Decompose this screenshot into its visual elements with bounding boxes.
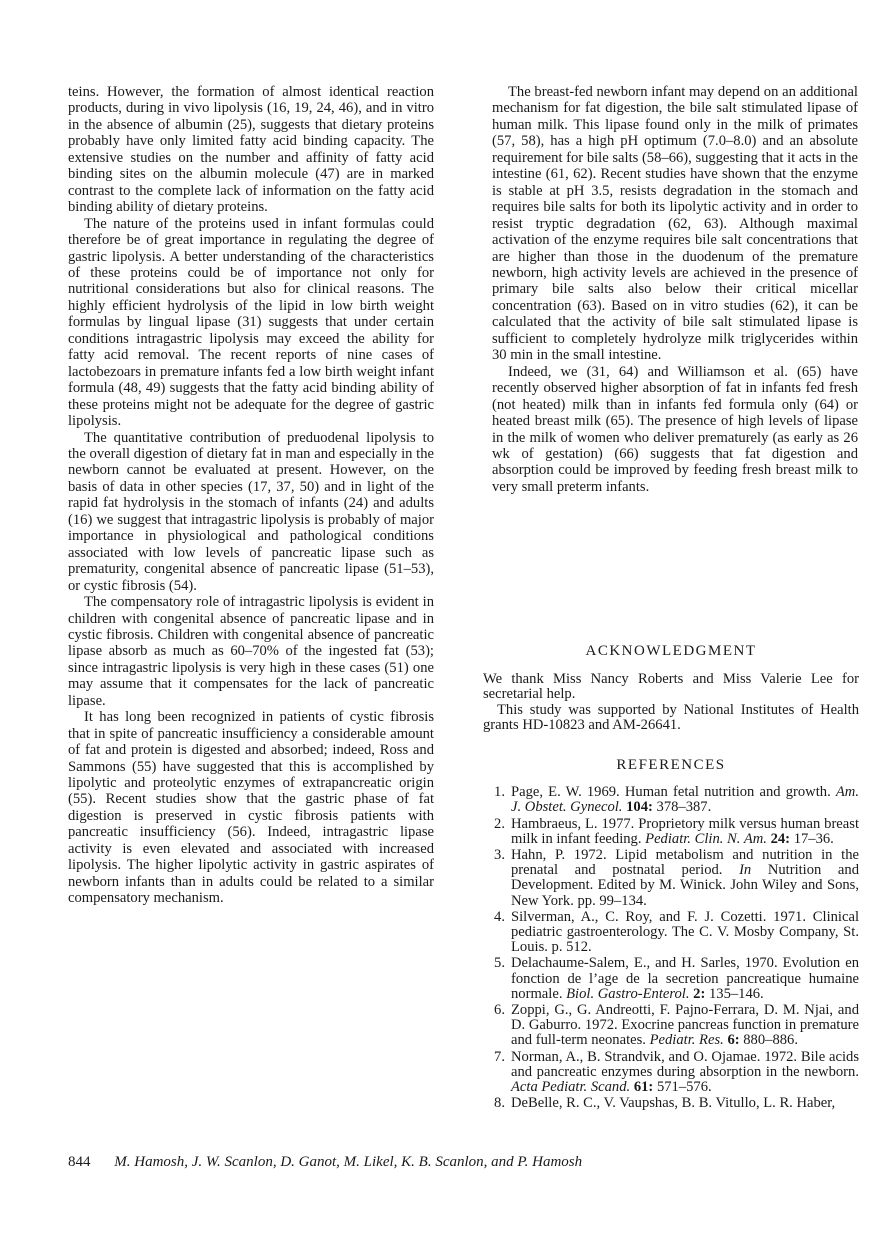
reference-segment: Hambraeus, L. 1977. Proprietory milk versus human breast milk in infant feeding. bbox=[511, 815, 859, 847]
reference-segment: Pediatr. Clin. N. Am. bbox=[645, 830, 767, 847]
reference-segment: 880–886. bbox=[739, 1032, 798, 1049]
page-footer bbox=[68, 1154, 868, 1171]
reference-segment: Pediatr. Res. bbox=[649, 1032, 724, 1049]
reference-text bbox=[511, 956, 859, 1002]
reference-segment: In bbox=[739, 862, 752, 879]
body-paragraph: The compensatory role of intragastric lipolysis is evident in children with congenital absence of pancreatic lipase and in cystic fibrosis. Children with congenital absence of pancreatic lipase absorb as much as 60–70% of the ingested fat (53); since intragastric lipolysis is very high in these cases (51) one may assume that it compensates for the lack of pancreatic lipase. bbox=[68, 594, 434, 709]
reference-segment: 2: bbox=[693, 985, 706, 1002]
reference-item bbox=[483, 910, 859, 956]
running-authors: M. Hamosh, J. W. Scanlon, D. Ganot, M. Likel, K. B. Scanlon, and P. Hamosh bbox=[114, 1154, 583, 1170]
reference-item bbox=[483, 1096, 859, 1111]
funding-text: This study was supported by National Institutes of Health grants HD-10823 and AM-26641. bbox=[483, 701, 859, 733]
reference-item bbox=[483, 1050, 859, 1096]
reference-text bbox=[511, 1003, 859, 1049]
reference-item bbox=[483, 956, 859, 1002]
reference-number: 7. bbox=[494, 1048, 505, 1065]
reference-segment: Am. J. Obstet. Gynecol. bbox=[511, 784, 859, 816]
body-paragraph: The nature of the proteins used in infant formulas could therefore be of great importance in regulating the degree of gastric lipolysis. A better understanding of the characteristics of these proteins could be of importance not only for nutritional considerations but also for clinical reasons. The highly efficient hydrolysis of the lipid in low birth weight formulas by lingual lipase (31) suggests that under certain conditions intragastric lipolysis may exceed the ability for fatty acid removal. The recent reports of nine cases of lactobezoars in premature infants fed a low birth weight infant formula (48, 49) suggests that the fatty acid binding ability of these proteins might not be adequate for the degree of gastric lipolysis. bbox=[68, 215, 434, 430]
reference-segment: 378–387. bbox=[652, 799, 712, 816]
reference-text bbox=[511, 910, 859, 956]
reference-text bbox=[511, 1096, 859, 1111]
reference-segment: Delachaume-Salem, E., and H. Sarles, 1970. Evolution en fonction de l’age de la secretion pancreatique humaine normale. bbox=[511, 955, 859, 1002]
body-paragraph: The quantitative contribution of preduodenal lipolysis to the overall digestion of dietary fat in man and especially in the newborn cannot be evaluated at present. However, on the basis of data in other species (17, 37, 50) and in light of the rapid fat hydrolysis in the stomach of infants (24) and adults (16) we suggest that intragastric lipolysis is probably of major importance in physiological and pathological conditions associated with low levels of pancreatic lipase such as prematurity, congenital absence of pancreatic lipase (51–53), or cystic fibrosis (54). bbox=[68, 429, 434, 594]
reference-text bbox=[511, 1050, 859, 1096]
reference-number: 8. bbox=[494, 1095, 505, 1112]
reference-segment: Page, E. W. 1969. Human fetal nutrition and growth. bbox=[511, 784, 836, 801]
reference-segment: Hahn, P. 1972. Lipid metabolism and nutrition in the prenatal and postnatal period. bbox=[511, 847, 859, 879]
reference-segment: 61: bbox=[633, 1079, 654, 1096]
reference-text bbox=[511, 785, 859, 815]
reference-segment: Acta Pediatr. Scand. bbox=[511, 1079, 631, 1096]
left-text-column bbox=[68, 84, 434, 907]
acknowledgment-heading: ACKNOWLEDGMENT bbox=[585, 643, 757, 659]
reference-item bbox=[483, 1003, 859, 1049]
body-paragraph: Indeed, we (31, 64) and Williamson et al. (65) have recently observed higher absorption of fat in infants fed fresh (not heated) milk than in infants fed formula only (64) or heated breast milk (65). The presence of high levels of lipase in the milk of women who deliver prematurely (as early as 26 wk of gestation) (66) suggests that fat digestion and absorption could be improved by feeding fresh breast milk to very small preterm infants. bbox=[492, 363, 858, 495]
page-number: 844 bbox=[68, 1154, 91, 1170]
reference-item bbox=[483, 848, 859, 909]
reference-number: 6. bbox=[494, 1002, 505, 1019]
reference-number: 1. bbox=[494, 784, 505, 801]
references-heading: REFERENCES bbox=[616, 757, 726, 773]
body-paragraph: teins. However, the formation of almost identical reaction products, during in vivo lipolysis (16, 19, 24, 46), and in vitro in the absence of albumin (25), suggests that dietary proteins probably have only limited fatty acid binding capacity. The extensive studies on the number and affinity of fatty acid binding sites on the albumin molecule (47) are in marked contrast to the complete lack of information on the fatty acid binding ability of dietary proteins. bbox=[68, 84, 434, 216]
acknowledgment-section bbox=[483, 644, 859, 734]
reference-segment: Zoppi, G., G. Andreotti, F. Pajno-Ferrara, D. M. Njai, and D. Gaburro. 1972. Exocrine pancreas function in premature and full-term neonates. bbox=[511, 1002, 859, 1049]
reference-segment: 17–36. bbox=[790, 830, 834, 847]
reference-segment: Nutrition and Development. Edited by M. Winick. John Wiley and Sons, New York. pp. 99–134. bbox=[511, 862, 859, 909]
reference-segment: Norman, A., B. Strandvik, and O. Ojamae. 1972. Bile acids and pancreatic enzymes during absorption in the newborn. bbox=[511, 1048, 859, 1080]
reference-text bbox=[511, 848, 859, 909]
reference-number: 5. bbox=[494, 955, 505, 972]
reference-segment: 571–576. bbox=[653, 1079, 712, 1096]
acknowledgment-text: We thank Miss Nancy Roberts and Miss Valerie Lee for secretarial help. bbox=[483, 670, 859, 702]
reference-text bbox=[511, 817, 859, 847]
reference-number: 4. bbox=[494, 908, 505, 925]
right-text-column bbox=[492, 84, 858, 495]
body-paragraph: The breast-fed newborn infant may depend on an additional mechanism for fat digestion, the bile salt stimulated lipase of human milk. This lipase found only in the milk of primates (57, 58), has a high pH optimum (7.0–8.0) and an absolute requirement for bile salts (58–66), suggesting that it acts in the intestine (61, 62). Recent studies have shown that the enzyme is stable at pH 3.5, resists degradation in the stomach and requires bile salts for both its lipolytic activity and in order to resist tryptic degradation (62, 63). Although maximal activation of the enzyme requires bile salt concentrations that are higher than those in the duodenum of the premature newborn, high activity levels are achieved in the presence of primary bile salts also below their critical micellar concentration (63). Based on in vitro studies (62), it can be calculated that the activity of bile salt stimulated lipase is sufficient to completely hydrolyze milk triglycerides within 30 min in the small intestine. bbox=[492, 84, 858, 364]
reference-segment: 104: bbox=[626, 799, 653, 816]
reference-number: 2. bbox=[494, 815, 505, 832]
reference-segment: 135–146. bbox=[705, 985, 764, 1002]
body-paragraph: It has long been recognized in patients of cystic fibrosis that in spite of pancreatic insufficiency a considerable amount of fat and protein is digested and absorbed; indeed, Ross and Sammons (55) have suggested that this is accomplished by lipolytic and proteolytic enzymes of extrapancreatic origin (55). Recent studies show that the gastric phase of fat digestion is preserved in cystic fibrosis patients with pancreatic insufficiency (56). Indeed, intragastric lipase activity is even elevated and associated with increased lipolysis. The higher lipolytic activity in gastric aspirates of newborn infants than in adults could be related to a similar compensatory mechanism. bbox=[68, 709, 434, 907]
reference-number: 3. bbox=[494, 847, 505, 864]
reference-item bbox=[483, 817, 859, 847]
references-section bbox=[483, 758, 859, 1112]
reference-segment: 6: bbox=[727, 1032, 740, 1049]
reference-item bbox=[483, 785, 859, 815]
reference-segment: 24: bbox=[770, 830, 791, 847]
reference-segment: Silverman, A., C. Roy, and F. J. Cozetti. 1971. Clinical pediatric gastroenterology. The C. V. Mosby Company, St. Louis. p. 512. bbox=[511, 908, 859, 956]
reference-list bbox=[483, 785, 859, 1111]
reference-segment: Biol. Gastro-Enterol. bbox=[566, 985, 690, 1002]
reference-segment: DeBelle, R. C., V. Vaupshas, B. B. Vitullo, L. R. Haber, bbox=[511, 1095, 836, 1112]
